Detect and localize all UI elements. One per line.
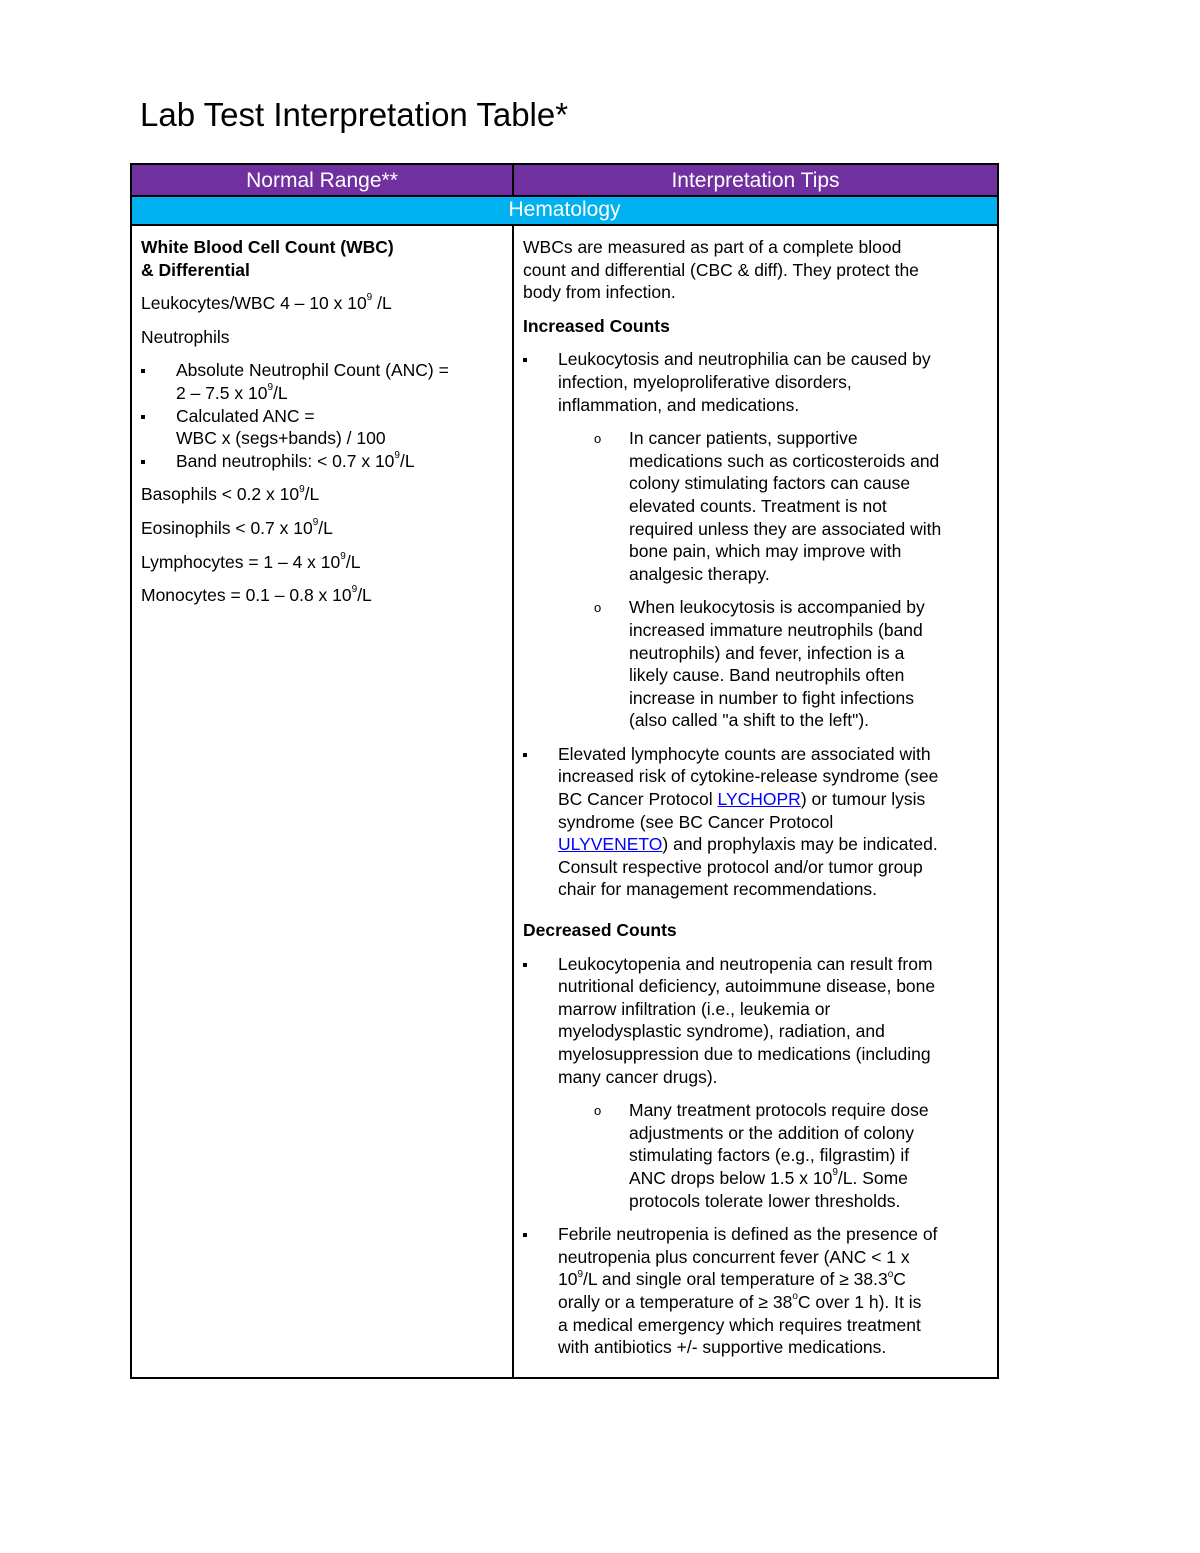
list-item: Calculated ANC = WBC x (segs+bands) / 100	[141, 405, 501, 450]
intro-text: WBCs are measured as part of a complete blood count and differential (CBC & diff). They protect the body from infection.	[523, 237, 919, 303]
wbc-heading: White Blood Cell Count (WBC) & Differential	[141, 237, 394, 280]
ulyveneto-link[interactable]: ULYVENETO	[558, 834, 663, 855]
column-divider	[512, 226, 514, 1377]
circle-bullet-icon: o	[594, 431, 602, 447]
header-normal-range: Normal Range**	[246, 169, 398, 192]
sub-list-item: o When leukocytosis is accompanied by increased immature neutrophils (band neutrophils) and fever, infection is a likely cause. Band neutrophils often increase in number to fight infections (also called "a shift to the left").	[594, 597, 925, 731]
list-item: Leukocytosis and neutrophilia can be caused by infection, myeloproliferative disorders, inflammation, and medications.	[523, 348, 993, 416]
table-header-row	[132, 165, 997, 197]
eosinophils-range: Eosinophils < 0.7 x $10^9/L$	[141, 517, 333, 538]
normal-range-cell	[141, 236, 501, 607]
basophils-range: Basophils < 0.2 x $10^9/L$	[141, 483, 320, 505]
list-item: Febrile neutropenia is defined as the presence of neutropenia plus concurrent fever (ANC < 1 x $10^9/L$ and single oral temperature of ≥ $38.3^oC$ orally or a temperature of ≥ $38^oC$ over 1 h). It is a medical emergency which requires treatment with antibiotics +/- supportive medications.	[523, 1223, 993, 1359]
monocytes-range: Monocytes = 0.1 – 0.8 x $10^9/L$	[141, 584, 372, 606]
sub-list-item: o In cancer patients, supportive medications such as corticosteroids and colony stimulating factors can cause elevated counts. Treatment is not required unless they are associated with bone pain, which may improve with analgesic therapy.	[594, 428, 942, 584]
neutrophils-label: Neutrophils	[141, 326, 230, 347]
bullet-icon	[141, 460, 145, 464]
leukocytes-range: Leukocytes/WBC 4 – 10 x $10^9$ /L	[141, 292, 392, 314]
increased-counts-heading: Increased Counts	[523, 315, 670, 336]
bullet-icon	[141, 415, 145, 419]
bullet-icon	[523, 1233, 527, 1237]
bullet-icon	[523, 358, 527, 362]
circle-bullet-icon: o	[594, 600, 602, 616]
list-item: Elevated lymphocyte counts are associated with increased risk of cytokine-release syndrome (see BC Cancer Protocol LYCHOPR) or tumour lysis syndrome (see BC Cancer Protocol ULYVENETO) and prophylaxis may be indicated. Consult respective protocol and/or tumor group chair for management recommendations.	[523, 743, 993, 901]
lab-test-table	[130, 163, 999, 1379]
bullet-icon	[523, 753, 527, 757]
list-item: Leukocytopenia and neutropenia can result from nutritional deficiency, autoimmune disease, bone marrow infiltration (i.e., leukemia or myelodysplastic syndrome), radiation, and myelosuppression due to medications (including many cancer drugs).	[523, 953, 993, 1089]
page-title: Lab Test Interpretation Table*	[140, 96, 569, 133]
bullet-icon	[523, 963, 527, 967]
lychopr-link[interactable]: LYCHOPR	[717, 789, 801, 810]
header-interpretation-tips: Interpretation Tips	[671, 169, 840, 192]
circle-bullet-icon: o	[594, 1103, 602, 1119]
list-item: Absolute Neutrophil Count (ANC) = 2 – 7.5 x $10^9/L$	[141, 359, 501, 404]
sub-list-item: o Many treatment protocols require dose adjustments or the addition of colony stimulating factors (e.g., filgrastim) if ANC drops below 1.5 x $10^9/L$. Some protocols tolerate lower thresholds.	[594, 1100, 929, 1211]
decreased-counts-heading: Decreased Counts	[523, 920, 677, 941]
lymphocytes-range: Lymphocytes = 1 – 4 x $10^9/L$	[141, 550, 361, 572]
interpretation-cell	[523, 236, 993, 1359]
bullet-icon	[141, 369, 145, 373]
section-hematology: Hematology	[132, 197, 997, 226]
list-item: Band neutrophils: < 0.7 x $10^9/L$	[141, 450, 501, 473]
